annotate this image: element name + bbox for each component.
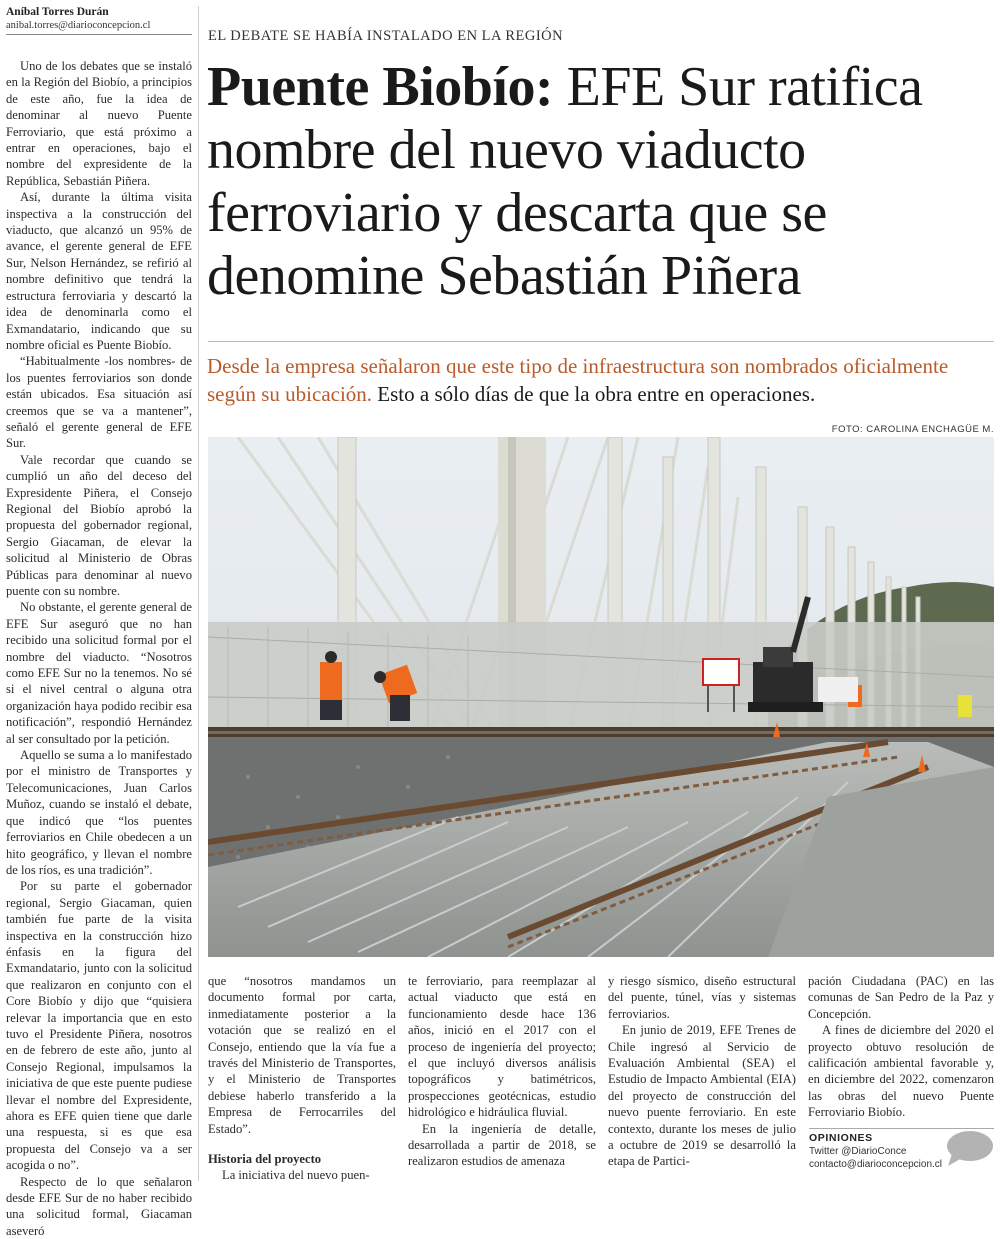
author-name: Aníbal Torres Durán <box>6 6 109 18</box>
paragraph: Respecto de lo que señalaron desde EFE Sur de no haber recibido una solicitud formal, Giacaman aseveró <box>6 1174 192 1238</box>
deck <box>207 352 997 408</box>
opiniones-title: OPINIONES <box>809 1132 873 1144</box>
paragraph: No obstante, el gerente general de EFE Sur aseguró que no han recibido una solicitud formal por el nombre del viaducto. “Nosotros como EFE Sur no la tenemos. No sé si el nivel central o alguna otra organización haya podido recibir esa notificación”, respondió Hernández al ser consultado por la petición. <box>6 600 192 746</box>
paragraph: Uno de los debates que se instaló en la Región del Biobío, a principios de este año, fue la idea de denominar al nuevo Puente Ferroviario, que está próximo a entrar en operaciones, bajo el nombre del expresidente de la República, Sebastián Piñera. <box>6 59 192 188</box>
opiniones-divider <box>809 1128 994 1129</box>
paragraph: La iniciativa del nuevo puen- <box>222 1168 370 1183</box>
paragraph: pación Ciudadana (PAC) en las comunas de San Pedro de la Paz y Concepción. <box>808 974 994 1021</box>
kicker: EL DEBATE SE HABÍA INSTALADO EN LA REGIÓN <box>208 28 564 44</box>
photo-credit: FOTO: CAROLINA ENCHAGÜE M. <box>831 424 994 435</box>
paragraph: “Habitualmente -los nombres- de los puentes ferroviarios son donde están ubicados. Esa situación así creemos que se va a mantener”, señaló el gerente general de EFE Sur. <box>6 354 192 451</box>
paragraph: Por su parte el gobernador regional, Sergio Giacaman, quien también fue parte de la visita inspectiva en la construcción hizo énfasis en la figura del Exmandatario, junto con la solicitud que realizaron en conjunto con el Core Biobío y dijo que “quisiera relevar la importancia que en esto tuvo el Presidente Piñera, nosotros en de febrero de este año, junto al Consejo Regional, impulsamos la iniciativa de que este puente pudiese llevar el nombre del Expresidente, ahora es EFE quien tiene que darle una respuesta, si es que esa propuesta del Consejo va a ser acogida o no”. <box>6 879 192 1173</box>
paragraph: y riesgo sísmico, diseño estructural del puente, túnel, vías y sistemas ferroviarios. <box>608 974 796 1021</box>
deck-rest: Esto a sólo días de que la obra entre en operaciones. <box>372 382 816 406</box>
paragraph: te ferroviario, para reemplazar al actual viaducto que está en funcionamiento desde hace 136 años, inició en el 2017 con el proceso de ingeniería del proyecto; el que incluyó diversos análisis topográficos y batimétricos, prospecciones geotécnicas, estudio hidrológico e hidráulica fluvial. <box>408 974 596 1120</box>
deck-divider <box>208 341 994 342</box>
paragraph: En la ingeniería de detalle, desarrollada a partir de 2018, se realizaron estudios de amenaza <box>408 1121 596 1169</box>
paragraph: Aquello se suma a lo manifestado por el ministro de Transportes y Telecomunicaciones, Juan Carlos Muñoz, cuando se instaló el debate, que indicó que “los puentes ferroviarios en Chile obedecen a un hito geográfico, y llevan el nombre de los ríos, es una tradición”. <box>6 748 192 877</box>
left-column <box>6 58 192 1239</box>
author-email[interactable]: anibal.torres@diarioconcepcion.cl <box>6 20 151 31</box>
column-divider <box>198 6 199 1181</box>
article-photo <box>208 437 994 957</box>
body-column-2 <box>208 973 396 1184</box>
subheading: Historia del proyecto <box>208 1152 322 1167</box>
speech-bubble-icon <box>944 1130 994 1168</box>
paragraph: Vale recordar que cuando se cumplió un año del deceso del Expresidente Piñera, el Consejo Regional del Biobío aprobó la propuesta del gobernador regional, Sergio Giacaman, de elevar la solicitud al Ministerio de Obras Públicas para denominar al nuevo puente con su nombre. <box>6 452 192 598</box>
twitter-handle[interactable]: Twitter @DiarioConce <box>809 1146 907 1157</box>
body-column-5 <box>808 973 994 1121</box>
paragraph: En junio de 2019, EFE Trenes de Chile ingresó al Servicio de Evaluación Ambiental (SEA) el Estudio de Impacto Ambiental (EIA) del proyecto de construcción del nuevo puente ferroviario. En este contexto, durante los meses de julio a octubre de 2019 se desarrolló la etapa de Partici- <box>608 1023 796 1169</box>
paragraph: A fines de diciembre del 2020 el proyecto obtuvo resolución de calificación ambiental favorable y, en diciembre del 2022, comenzaron las obras del nuevo Puente Ferroviario Biobío. <box>808 1023 994 1120</box>
body-column-3 <box>408 973 596 1170</box>
contact-email[interactable]: contacto@diarioconcepcion.cl <box>809 1159 943 1170</box>
headline <box>207 56 997 308</box>
paragraph: que “nosotros mandamos un documento formal por carta, inmediatamente posterior a la votación que se realizó en el Consejo, entiendo que la vía fue a través del Ministerio de Transportes, y el Ministerio de Transportes debiese haberlo transferido a la Empresa de Ferrocarriles del Estado”. <box>208 974 396 1136</box>
headline-rest: EFE Sur ratifica nombre del nuevo viaducto ferroviario y descarta que se denomine Sebastián Piñera <box>207 56 923 307</box>
author-divider <box>6 34 192 35</box>
body-column-4 <box>608 973 796 1170</box>
bridge-construction-illustration <box>208 437 994 957</box>
paragraph: Así, durante la última visita inspectiva a la construcción del viaducto, que alcanzó un 95% de avance, el gerente general de EFE Sur, Nelson Hernández, se refirió al nombre definitivo que tendrá la estructura ferroviaria y descartó la idea de denominarla como el Exmandatario, indicando que su nombre oficial es Puente Biobío. <box>6 190 192 352</box>
headline-bold: Puente Biobío: <box>207 56 554 118</box>
deck-accent: Desde la empresa señalaron que este tipo de infraestructura son nombrados oficialmente según su ubicación. <box>207 354 949 406</box>
